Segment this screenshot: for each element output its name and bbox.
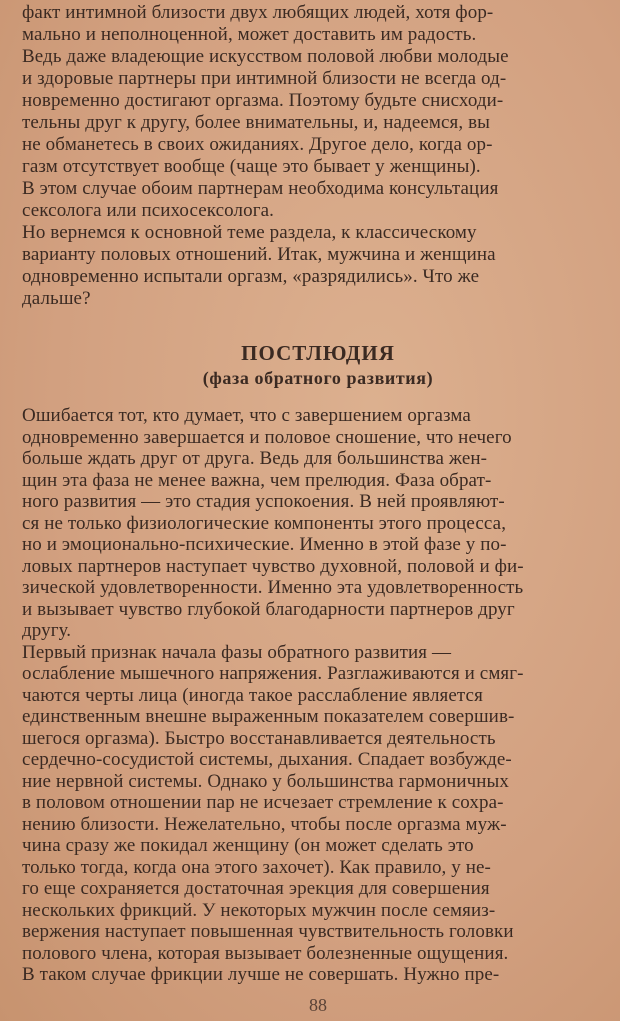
text-line: не обманетесь в своих ожиданиях. Другое дело, когда ор- — [22, 134, 493, 155]
text-line: единственным внешне выраженным показателем совершив- — [22, 706, 515, 727]
text-line: чина сразу же покидал женщину (он может сделать это — [22, 835, 474, 856]
text-line: Ошибается тот, кто думает, что с завершением оргазма — [22, 405, 471, 426]
text-line: ного развития — это стадия успокоения. В ней проявляют- — [22, 491, 505, 512]
text-line: В этом случае обоим партнерам необходима консультация — [22, 178, 499, 199]
text-line: вержения наступает повышенная чувствительность головки — [22, 921, 514, 942]
text-line: другу. — [22, 620, 72, 641]
text-line: одновременно завершается и половое сношение, что нечего — [22, 426, 512, 448]
text-line: ослабление мышечного напряжения. Разглаживаются и смяг- — [22, 663, 524, 684]
text-line: новременно достигают оргазма. Поэтому будьте снисходи- — [22, 90, 504, 111]
text-line: зической удовлетворенности. Именно эта удовлетворенность — [22, 577, 524, 598]
text-line: мально и неполноценной, может доставить им радость. — [22, 24, 477, 45]
text-line: но и эмоционально-психические. Именно в этой фазе у по- — [22, 534, 507, 555]
text-line: ние нервной системы. Однако у большинства гармоничных — [22, 770, 509, 792]
text-line: факт интимной близости двух любящих людей, хотя фор- — [22, 2, 494, 23]
text-line: сердечно-сосудистой системы, дыхания. Спадает возбужде- — [22, 749, 512, 770]
text-line: варианту половых отношений. Итак, мужчина и женщина — [22, 244, 496, 265]
text-line: Первый признак начала фазы обратного развития — — [22, 641, 452, 663]
text-line: го еще сохраняется достаточная эрекция для совершения — [22, 878, 490, 899]
text-line: Но вернемся к основной теме раздела, к классическому — [22, 222, 477, 243]
section-subtitle: (фаза обратного развития) — [202, 368, 434, 388]
book-page — [22, 0, 614, 1021]
text-line: больше ждать друг от друга. Ведь для большинства жен- — [22, 448, 488, 469]
text-line: шегося оргазма). Быстро восстанавливается деятельность — [22, 727, 496, 749]
text-line: нению близости. Нежелательно, чтобы после оргазма муж- — [22, 813, 507, 835]
text-line: ся не только физиологические компоненты этого процесса, — [22, 512, 507, 534]
text-line: дальше? — [22, 288, 91, 309]
text-line: тельны друг к другу, более внимательны, и, надеемся, вы — [22, 112, 491, 133]
text-line: только тогда, когда она этого захочет). Как правило, у не- — [22, 856, 491, 878]
text-line: в половом отношении пар не исчезает стремление к сохра- — [22, 792, 504, 813]
text-line: ловых партнеров наступает чувство духовной, половой и фи- — [22, 555, 524, 577]
text-line: чаются черты лица (иногда такое расслабление является — [22, 684, 483, 706]
text-line: Ведь даже владеющие искусством половой любви молодые — [22, 46, 509, 67]
text-line: одновременно испытали оргазм, «разрядились». Что же — [22, 266, 480, 287]
text-line: и вызывает чувство глубокой благодарности партнеров друг — [22, 598, 515, 620]
text-line: газм отсутствует вообще (чаще это бывает у женщины). — [22, 156, 481, 177]
section-title: ПОСТЛЮДИЯ — [241, 341, 395, 365]
text-line: полового члена, которая вызывает болезненные ощущения. — [22, 942, 509, 964]
text-line: нескольких фрикций. У некоторых мужчин после семяиз- — [22, 899, 496, 921]
page-number: 88 — [309, 995, 327, 1015]
text-line: и здоровые партнеры при интимной близости не всегда од- — [22, 68, 507, 89]
text-line: сексолога или психосексолога. — [22, 200, 274, 221]
text-line: В таком случае фрикции лучше не совершать. Нужно пре- — [22, 964, 500, 985]
text-line: щин эта фаза не менее важна, чем прелюдия. Фаза обрат- — [22, 469, 492, 491]
